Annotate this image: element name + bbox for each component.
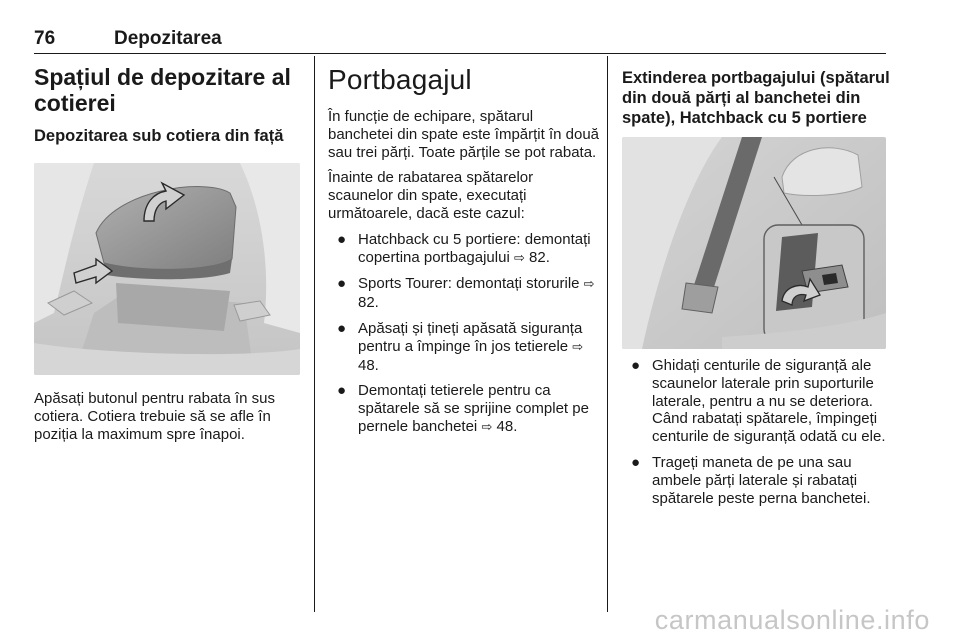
list-item: ● Trageți maneta de pe una sau ambele părți laterale și rabatați spătarele peste perna banchetei.: [631, 453, 871, 507]
page-ref-arrow-icon: ⇨: [513, 250, 525, 266]
subheading-trunk-extension: Extinderea portbagajului (spătarul din două părți al banchetei din spate), Hatchback cu 5 portiere: [622, 69, 890, 127]
column-divider-1: [314, 56, 315, 612]
list-item: ● Sports Tourer: demontați storurile ⇨ 82.: [337, 275, 595, 312]
trunk-extension-bullet-list: [622, 357, 890, 507]
page-ref[interactable]: 48.: [358, 356, 379, 374]
trunk-paragraph-2: Înainte de rabatarea spătarelor scaunelor din spate, executați următoarele, dacă este cazul:: [328, 169, 534, 222]
bullet-icon: ●: [337, 230, 347, 248]
page-number: 76: [34, 28, 56, 49]
bullet-icon: ●: [631, 357, 641, 374]
page-ref[interactable]: 82.: [529, 248, 550, 266]
section-heading-armrest: Spațiul de depozitare al cotierei: [34, 64, 291, 116]
list-item: ● Ghidați centurile de siguranță ale scaunelor laterale prin suporturile laterale, pentru a nu se deteriora. Când rabatați spătarele, împingeți centurile de siguranță odată cu ele.: [631, 357, 886, 446]
bullet-icon: ●: [337, 382, 347, 400]
page-ref-arrow-icon: ⇨: [481, 419, 493, 435]
trunk-bullet-list: [328, 231, 600, 437]
page-ref[interactable]: 82.: [358, 294, 379, 312]
armrest-storage-illustration: [34, 163, 300, 375]
list-item: ● Demontați tetierele pentru ca spătarele să se sprijine complet pe pernele banchetei ⇨ 48.: [337, 382, 589, 435]
section-heading-trunk: Portbagajul: [328, 64, 472, 95]
chapter-title: Depozitarea: [114, 28, 222, 49]
column-trunk: [328, 64, 600, 437]
page-ref-arrow-icon: ⇨: [583, 277, 595, 293]
page-header: [34, 28, 886, 54]
bullet-icon: ●: [337, 319, 347, 337]
bullet-icon: ●: [337, 275, 347, 293]
column-armrest: [34, 64, 300, 443]
page-ref[interactable]: 48.: [496, 417, 518, 435]
list-item: ● Hatchback cu 5 portiere: demontați copertina portbagajului ⇨ 82.: [337, 230, 591, 266]
column-divider-2: [607, 56, 608, 612]
rear-seat-belt-guide-illustration: [622, 137, 886, 349]
page-ref-arrow-icon: ⇨: [572, 339, 584, 355]
watermark: carmanualsonline.info: [654, 605, 930, 635]
list-item: ● Apăsați și țineți apăsată siguranța pentru a împinge în jos tetierele ⇨ 48.: [337, 319, 584, 374]
column-trunk-extension: [622, 68, 890, 507]
bullet-icon: ●: [631, 453, 641, 471]
armrest-instruction: Apăsați butonul pentru rabata în sus cotiera. Cotiera trebuie să se afle în poziția la maximum spre înapoi.: [34, 390, 275, 443]
trunk-paragraph-1: În funcție de echipare, spătarul banchetei din spate este împărțit în două sau trei părți. Toate părțile se pot rabata.: [328, 108, 600, 161]
subheading-front-armrest: Depozitarea sub cotiera din față: [34, 127, 284, 145]
